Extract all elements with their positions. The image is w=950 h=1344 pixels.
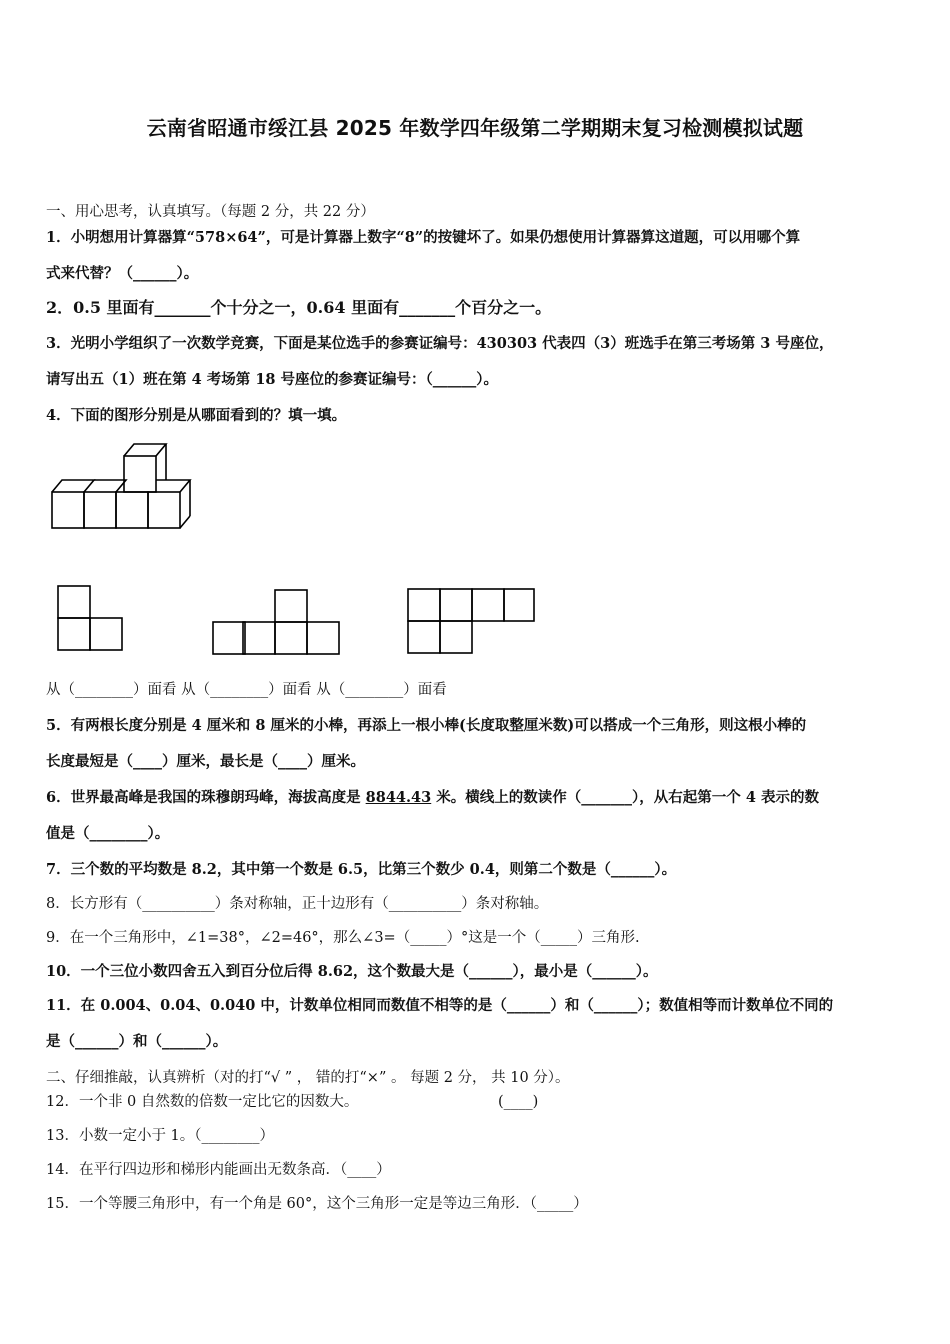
question-11-line1: 11．在 0.004、0.04、0.040 中，计数单位相同而数值不相等的是（______）和（______）；数值相等而计数单位不同的 (46, 997, 834, 1014)
question-12-text: 12．一个非 0 自然数的倍数一定比它的因数大。 (46, 1094, 359, 1110)
question-3-line1: 3．光明小学组织了一次数学竞赛，下面是某位选手的参赛证编号：430303 代表四（3）班选手在第三考场第 3 号座位， (46, 335, 834, 352)
question-7: 7．三个数的平均数是 8.2，其中第一个数是 6.5，比第三个数少 0.4，则第二个数是（______）。 (46, 861, 677, 878)
question-10: 10．一个三位小数四舍五入到百分位后得 8.62，这个数最大是（______），最小是（______）。 (46, 963, 658, 980)
question-6-line2: 值是（________）。 (46, 825, 170, 842)
question-4-views: 从（________）面看 从（________）面看 从（________）面看 (46, 682, 447, 698)
question-14: 14．在平行四边形和梯形内能画出无数条高．（____） (46, 1162, 391, 1178)
question-5-line2: 长度最短是（____）厘米，最长是（____）厘米。 (46, 753, 365, 770)
question-1-line1: 1．小明想用计算器算“578×64”，可是计算器上数字“8”的按键坏了。如果仍想使用计算器算这道题，可以用哪个算 (46, 229, 801, 246)
question-13: 13．小数一定小于 1。（________） (46, 1128, 275, 1144)
question-6-line1 (46, 788, 916, 808)
question-12-blank: (____) (498, 1094, 539, 1110)
question-6-part2: 米。横线上的数读作（_______），从右起第一个 4 表示的数 (431, 789, 819, 806)
question-2: 2．0.5 里面有_______个十分之一，0.64 里面有_______个百分之一。 (46, 298, 552, 317)
question-4: 4．下面的图形分别是从哪面看到的？填一填。 (46, 407, 347, 424)
question-8: 8．长方形有（__________）条对称轴，正十边形有（__________）条对称轴。 (46, 896, 549, 912)
view-figure-3 (406, 587, 538, 657)
question-5-line1: 5．有两根长度分别是 4 厘米和 8 厘米的小棒，再添上一根小棒(长度取整厘米数)可以搭成一个三角形，则这根小棒的 (46, 717, 807, 734)
section1-heading: 一、用心思考，认真填写。（每题 2 分，共 22 分） (46, 204, 375, 220)
question-12 (46, 1092, 916, 1112)
page-title: 云南省昭通市绥江县 2025 年数学四年级第二学期期末复习检测模拟试题 (146, 116, 804, 140)
view-figure-2 (211, 588, 343, 658)
cube-assembly-figure (48, 442, 200, 534)
view-figure-1 (56, 584, 126, 654)
section2-heading: 二、仔细推敲，认真辨析（对的打“√ ” ， 错的打“×” 。 每题 2 分， 共 10 分）。 (46, 1070, 570, 1086)
question-9: 9．在一个三角形中，∠1=38°，∠2=46°，那么∠3=（_____）°这是一个（_____）三角形. (46, 930, 640, 946)
question-6-part1: 6．世界最高峰是我国的珠穆朗玛峰，海拔高度是 (46, 789, 366, 806)
question-3-line2: 请写出五（1）班在第 4 考场第 18 号座位的参赛证编号：（______）。 (46, 371, 499, 388)
question-6-underlined-number: 8844.43 (365, 789, 432, 806)
question-15: 15．一个等腰三角形中，有一个角是 60°，这个三角形一定是等边三角形．（_____） (46, 1196, 588, 1212)
question-1-line2: 式来代替？（______）。 (46, 265, 199, 282)
question-11-line2: 是（______）和（______）。 (46, 1033, 228, 1050)
